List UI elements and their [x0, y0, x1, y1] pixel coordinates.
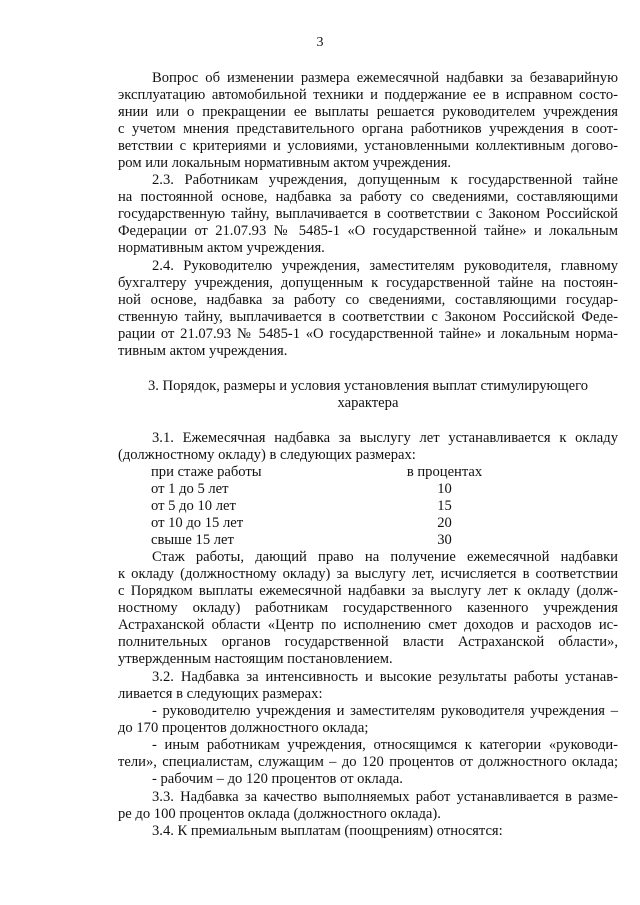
text-line: (должностному окладу) в следующих размерах: [118, 447, 416, 463]
table-cell-value: 20 [437, 515, 452, 531]
table-cell-label: свыше 15 лет [151, 532, 234, 548]
table-cell-label: от 10 до 15 лет [151, 515, 244, 531]
text-line: бухгалтеру учреждения, допущенным к государственной тайне на постоян- [118, 275, 618, 291]
table-header [151, 464, 491, 481]
table-row [151, 498, 491, 515]
text-line: 3.4. К премиальным выплатам (поощрениям) относятся: [152, 823, 503, 839]
table-cell-value: 15 [437, 498, 452, 514]
text-line: тивным актом учреждения. [118, 343, 288, 359]
section-heading: характера [337, 395, 399, 411]
text-line: ром или локальным нормативным актом учреждения. [118, 155, 452, 171]
text-line: 3.1. Ежемесячная надбавка за выслугу лет устанавливается к окладу [152, 430, 618, 446]
list-item: - руководителю учреждения и заместителям руководителя учреждения – [152, 703, 618, 719]
text-line: ре до 100 процентов оклада (должностного оклада). [118, 806, 441, 822]
seniority-table [151, 464, 491, 549]
text-line: 3.2. Надбавка за интенсивность и высокие результаты работы устанав- [152, 669, 618, 685]
text-line: тели», специалистам, служащим – до 120 процентов от должностного оклада; [118, 754, 618, 770]
table-header-right: в процентах [406, 464, 483, 480]
text-line: янии или о прекращении ее выплаты решается руководителем учреждения [118, 104, 618, 120]
text-line: ной основе, надбавка за работу со сведениями, составляющими государ- [118, 292, 618, 308]
text-line: ливается в следующих размерах: [118, 686, 323, 702]
text-line: Вопрос об изменении размера ежемесячной надбавки за безаварийную [152, 70, 618, 86]
table-cell-label: от 5 до 10 лет [151, 498, 236, 514]
text-line: эксплуатацию автомобильной техники и поддержание ее в исправном состо- [118, 87, 618, 103]
text-line: ственную тайну, выплачивается в соответствии с Законом Российской Феде- [118, 309, 618, 325]
text-line: 3.3. Надбавка за качество выполняемых работ устанавливается в разме- [152, 789, 618, 805]
section-heading: 3. Порядок, размеры и условия установления выплат стимулирующего [147, 378, 589, 394]
text-line: нормативным актом учреждения. [118, 240, 325, 256]
table-cell-value: 30 [437, 532, 452, 548]
page-number: 3 [316, 35, 324, 50]
table-cell-label: от 1 до 5 лет [151, 481, 229, 497]
text-line: рации от 21.07.93 № 5485-1 «О государственной тайне» и локальным норма- [118, 326, 618, 342]
table-row [151, 532, 491, 549]
text-line: Федерации от 21.07.93 № 5485-1 «О государственной тайне» и локальным [118, 223, 618, 239]
text-line: 2.4. Руководителю учреждения, заместителям руководителя, главному [152, 258, 618, 274]
table-header-left: при стаже работы [151, 464, 262, 480]
table-cell-value: 10 [437, 481, 452, 497]
list-item: - рабочим – до 120 процентов от оклада. [152, 771, 403, 787]
text-line: до 170 процентов должностного оклада; [118, 720, 369, 736]
text-line: ностному окладу) работникам государственного казенного учреждения [118, 600, 618, 616]
text-line: полнительных органов государственной власти Астраханской области», [118, 634, 618, 650]
table-row [151, 515, 491, 532]
table-row [151, 481, 491, 498]
text-line: на постоянной основе, надбавка за работу со сведениями, составляющими [118, 189, 618, 205]
text-line: к окладу (должностному окладу) за выслугу лет, исчисляется в соответствии [118, 566, 618, 582]
text-line: государственную тайну, выплачивается в соответствии с Законом Российской [118, 206, 618, 222]
text-line: Астраханской области «Центр по исполнению смет доходов и расходов ис- [118, 617, 618, 633]
list-item: - иным работникам учреждения, относящимся к категории «руководи- [152, 737, 618, 753]
text-line: Стаж работы, дающий право на получение ежемесячной надбавки [152, 549, 618, 565]
text-line: ветствии с критериями и условиями, установленными коллективным догово- [118, 138, 618, 154]
text-line: 2.3. Работникам учреждения, допущенным к государственной тайне [152, 172, 618, 188]
text-line: утвержденным настоящим постановлением. [118, 651, 393, 667]
text-line: с Порядком выплаты ежемесячной надбавки за выслугу лет к окладу (долж- [118, 583, 618, 599]
text-line: с учетом мнения представительного органа работников учреждения в соот- [118, 121, 618, 137]
